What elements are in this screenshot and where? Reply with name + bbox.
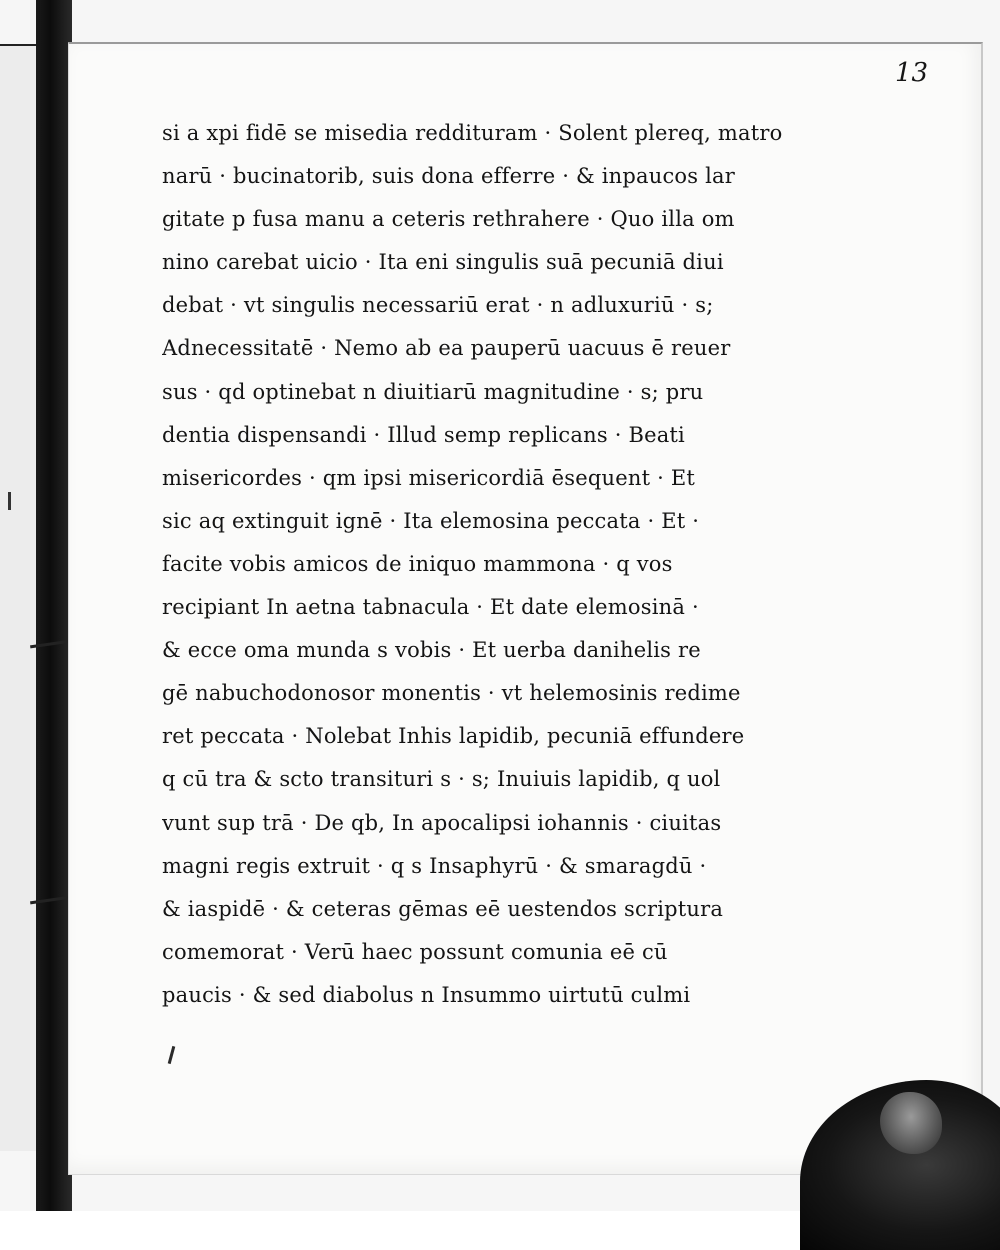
binding-spine (36, 0, 72, 1211)
text-line: q cū tra & scto transituri s · s; Inuiuis lapidib, q uol (162, 767, 721, 792)
text-line: nino carebat uicio · Ita eni singulis suā pecuniā diui (162, 250, 724, 275)
text-line: recipiant In aetna tabnacula · Et date elemosinā · (162, 595, 699, 620)
text-line: & iaspidē · & ceteras gēmas eē uestendos scriptura (162, 896, 724, 921)
text-line: misericordes · qm ipsi misericordiā ēsequent · Et (162, 465, 696, 490)
text-line: magni regis extruit · q s Insaphyrū · & smaragdū · (162, 853, 707, 878)
text-line: vunt sup trā · De qb, In apocalipsi iohannis · ciuitas (162, 810, 722, 835)
text-line: paucis · & sed diabolus n Insummo uirtutū culmi (162, 982, 691, 1007)
folio-number: 13 (895, 58, 929, 88)
text-line: ret peccata · Nolebat Inhis lapidib, pecuniā effundere (162, 724, 745, 749)
text-line: dentia dispensandi · Illud semp replicans · Beati (162, 422, 685, 447)
facing-page-mark (8, 492, 11, 510)
text-line: facite vobis amicos de iniquo mammona · q vos (162, 551, 673, 576)
text-line: si a xpi fidē se misedia reddituram · Solent plereq, matro (162, 121, 783, 145)
text-line: debat · vt singulis necessariū erat · n adluxuriū · s; (162, 293, 714, 318)
text-line: Adnecessitatē · Nemo ab ea pauperū uacuus ē reuer (162, 336, 731, 361)
text-line: gitate p fusa manu a ceteris rethrahere · Quo illa om (162, 207, 735, 232)
text-line: comemorat · Verū haec possunt comunia eē cū (162, 939, 668, 964)
manuscript-text (162, 112, 838, 1017)
text-line: gē nabuchodonosor monentis · vt helemosinis redime (162, 681, 741, 706)
text-line: sic aq extinguit ignē · Ita elemosina peccata · Et · (162, 508, 700, 533)
text-line: sus · qd optinebat n diuitiarū magnitudine · s; pru (162, 379, 704, 404)
text-line: & ecce oma munda s vobis · Et uerba danihelis re (162, 638, 701, 663)
text-line: narū · bucinatorib, suis dona efferre · & inpaucos lar (162, 164, 735, 189)
holder-thumbnail (880, 1092, 942, 1154)
